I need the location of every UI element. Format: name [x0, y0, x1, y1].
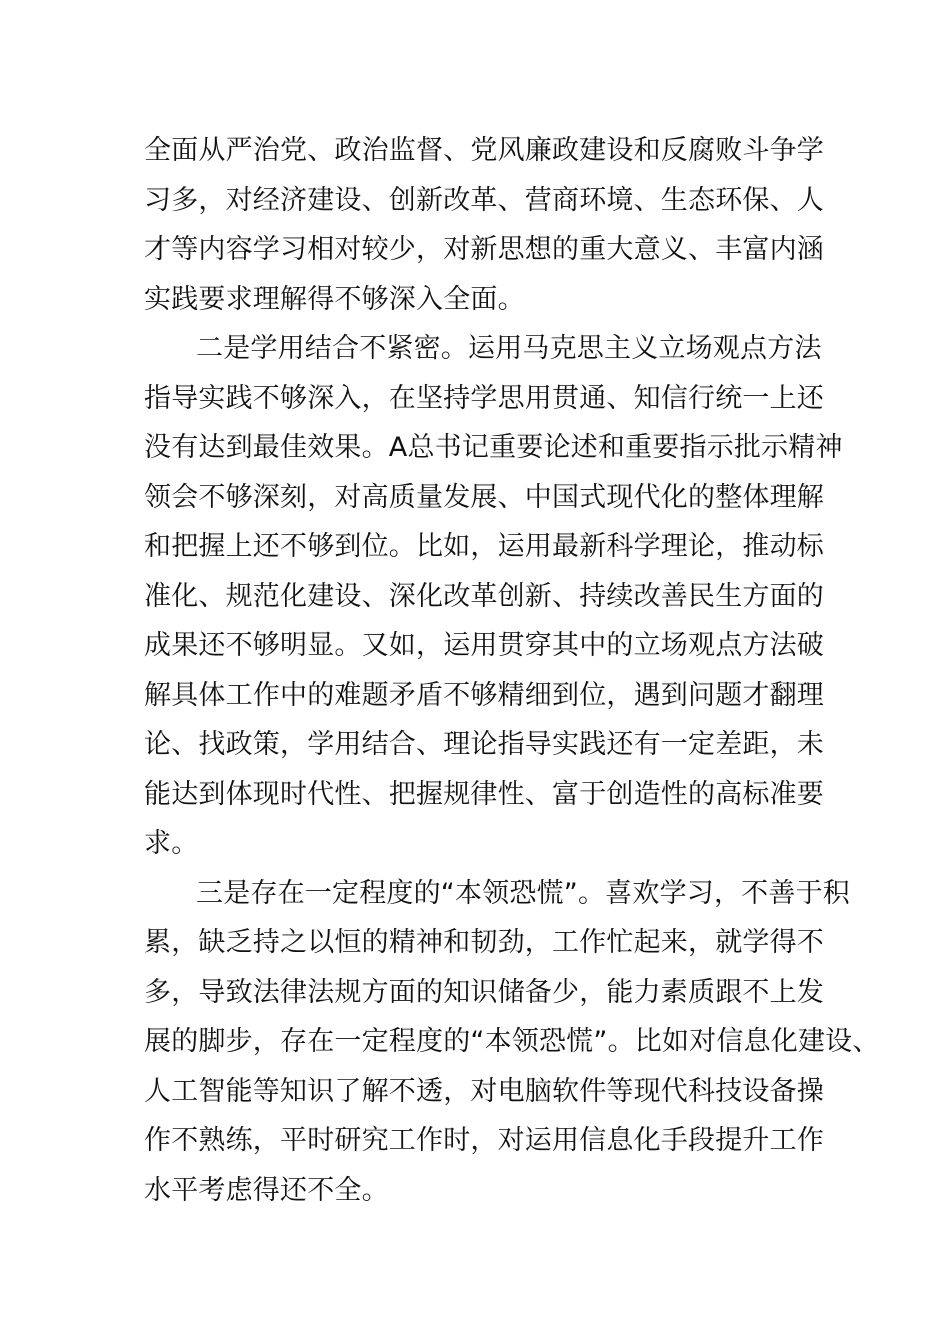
paragraph-1: [144, 126, 824, 324]
paragraph-line: 求。: [144, 828, 199, 859]
paragraph-line: 和把握上还不够到位。比如，运用最新科学理论，推动标: [144, 531, 824, 562]
paragraph-line: 论、找政策，学用结合、理论指导实践还有一定差距，未: [144, 729, 824, 760]
paragraph-line: 人工智能等知识了解不透，对电脑软件等现代科技设备操: [144, 1075, 824, 1107]
paragraph-line: 二是学用结合不紧密。运用马克思主义立场观点方法: [196, 333, 822, 364]
document-body: [144, 126, 880, 1215]
paragraph-3: [144, 869, 880, 1216]
paragraph-line: 领会不够深刻，对高质量发展、中国式现代化的整体理解: [144, 481, 824, 513]
paragraph-line: 全面从严治党、政治监督、党风廉政建设和反腐败斗争学: [144, 135, 824, 166]
paragraph-line: 实践要求理解得不够深入全面。: [144, 283, 525, 315]
paragraph-line: 作不熟练，平时研究工作时，对运用信息化手段提升工作: [144, 1125, 824, 1156]
paragraph-line: 指导实践不够深入，在坚持学思用贯通、知信行统一上还: [144, 382, 824, 414]
paragraph-line: 水平考虑得还不全。: [144, 1174, 389, 1206]
paragraph-line: 能达到体现时代性、把握规律性、富于创造性的高标准要: [144, 778, 824, 810]
paragraph-2: [144, 324, 843, 869]
paragraph-line: 解具体工作中的难题矛盾不够精细到位，遇到问题才翻理: [144, 679, 824, 711]
paragraph-line: 没有达到最佳效果。A总书记重要论述和重要指示批示精神: [144, 432, 843, 463]
paragraph-line: 习多，对经济建设、创新改革、营商环境、生态环保、人: [144, 184, 824, 216]
paragraph-line: 展的脚步，存在一定程度的“本领恐慌”。比如对信息化建设、: [144, 1026, 880, 1057]
paragraph-line: 才等内容学习相对较少，对新思想的重大意义、丰富内涵: [144, 234, 824, 265]
paragraph-line: 成果还不够明显。又如，运用贯穿其中的立场观点方法破: [144, 630, 824, 661]
paragraph-line: 多，导致法律法规方面的知识储备少，能力素质跟不上发: [144, 976, 824, 1008]
paragraph-line: 准化、规范化建设、深化改革创新、持续改善民生方面的: [144, 580, 824, 612]
paragraph-line: 累，缺乏持之以恒的精神和韧劲，工作忙起来，就学得不: [144, 927, 824, 958]
paragraph-line: 三是存在一定程度的“本领恐慌”。喜欢学习，不善于积: [196, 877, 850, 909]
